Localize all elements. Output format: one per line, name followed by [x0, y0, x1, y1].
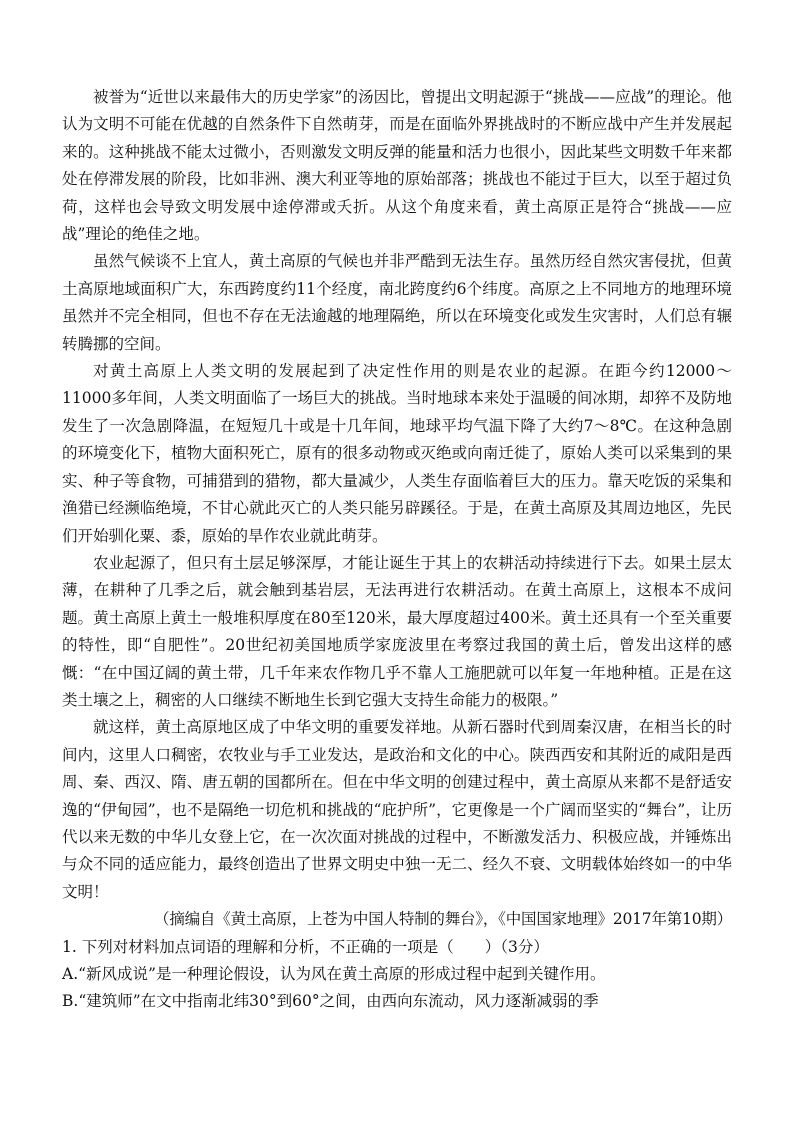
- paragraph-5: 就这样，黄土高原地区成了中华文明的重要发祥地。从新石器时代到周秦汉唐，在相当长的时间内，这里人口稠密，农牧业与手工业发达，是政治和文化的中心。陕西西安和其附近的咸阳是西周、秦、西汉、隋、唐五朝的国都所在。但在中华文明的创建过程中，黄土高原从来都不是舒适安逸的“伊甸园”，也不是隔绝一切危机和挑战的“庇护所”，它更像是一个广阔而坚实的“舞台”，让历代以来无数的中华儿女登上它，在一次次面对挑战的过程中，不断激发活力、积极应战，并锤炼出与众不同的适应能力，最终创造出了世界文明史中独一无二、经久不衰、文明载体始终如一的中华文明！: [62, 718, 732, 901]
- paragraph-2: 虽然气候谈不上宜人，黄土高原的气候也并非严酷到无法生存。虽然历经自然灾害侵扰，但黄土高原地域面积广大，东西跨度约11个经度，南北跨度约6个纬度。高原之上不同地方的地理环境虽然并不完全相同，但也不存在无法逾越的地理隔绝，所以在环境变化或发生灾害时，人们总有辗转腾挪的空间。: [62, 252, 732, 353]
- paragraph-4: 农业起源了，但只有土层足够深厚，才能让诞生于其上的农耕活动持续进行下去。如果土层太薄，在耕种了几季之后，就会触到基岩层，无法再进行农耕活动。在黄土高原上，这根本不成问题。黄土高原上黄土一般堆积厚度在80至120米，最大厚度超过400米。黄土还具有一个至关重要的特性，即“自肥性”。20世纪初美国地质学家庞波里在考察过我国的黄土后，曾发出这样的感慨：“在中国辽阔的黄土带，几千年来农作物几乎不靠人工施肥就可以年复一年地种植。正是在这类土壤之上，稠密的人口继续不断地生长到它强大支持生命能力的极限。”: [62, 553, 732, 709]
- paragraph-1: 被誉为“近世以来最伟大的历史学家”的汤因比，曾提出文明起源于“挑战——应战”的理论。他认为文明不可能在优越的自然条件下自然萌芽，而是在面临外界挑战时的不断应战中产生并发展起来的。这种挑战不能太过微小，否则激发文明反弹的能量和活力也很小，因此某些文明数千年来都处在停滞发展的阶段，比如非洲、澳大利亚等地的原始部落；挑战也不能过于巨大，以至于超过负荷，这样也会导致文明发展中途停滞或夭折。从这个角度来看，黄土高原正是符合“挑战——应战”理论的绝佳之地。: [62, 88, 732, 244]
- option-a: A.“新风成说”是一种理论假设，认为风在黄土高原的形成过程中起到关键作用。: [62, 965, 606, 983]
- source-citation: （摘编自《黄土高原，上苍为中国人特制的舞台》，《中国国家地理》2017年第10期）: [154, 910, 732, 929]
- option-b: B.“建筑师”在文中指南北纬30°到60°之间，由西向东流动，风力逐渐减弱的季: [62, 992, 599, 1011]
- question-stem: 1. 下列对材料加点词语的理解和分析，不正确的一项是（ ）（3分）: [62, 937, 549, 956]
- document-page: [62, 84, 732, 1016]
- paragraph-3: 对黄土高原上人类文明的发展起到了决定性作用的则是农业的起源。在距今约12000～11000多年间，人类文明面临了一场巨大的挑战。当时地球本来处于温暖的间冰期，却猝不及防地发生了一次急剧降温，在短短几十或是十几年间，地球平均气温下降了大约7～8℃。在这种急剧的环境变化下，植物大面积死亡，原有的很多动物或灭绝或向南迁徙了，原始人类可以采集到的果实、种子等食物，可捕猎到的猎物，都大量减少，人类生存面临着巨大的压力。靠天吃饭的采集和渔猎已经濒临绝境，不甘心就此灭亡的人类只能另辟蹊径。于是，在黄土高原及其周边地区，先民们开始驯化粟、黍，原始的旱作农业就此萌芽。: [62, 362, 732, 545]
